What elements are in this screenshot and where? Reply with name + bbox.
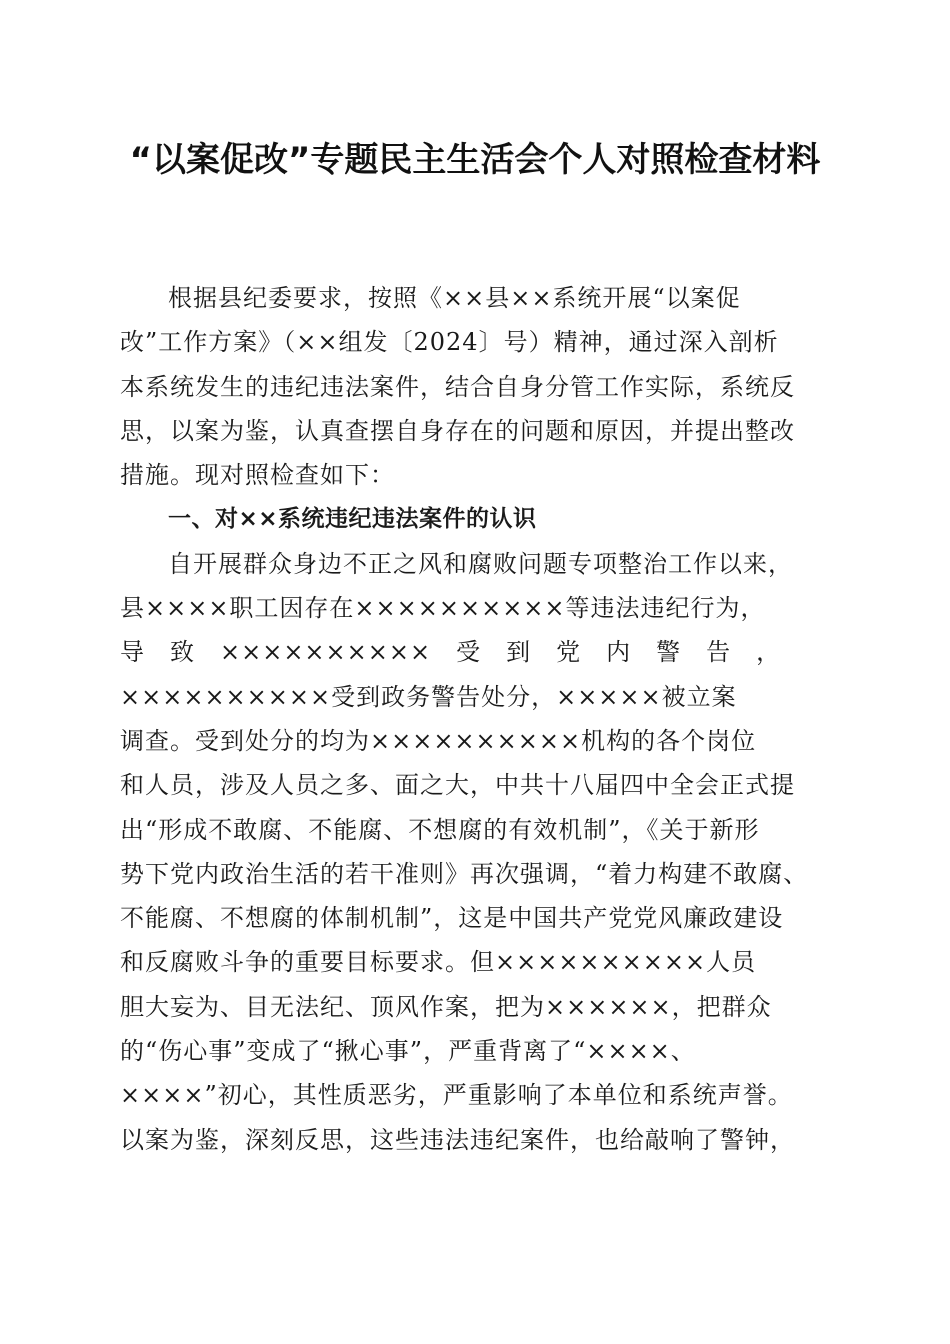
document-title: “以案促改”专题民主生活会个人对照检查材料 — [129, 140, 821, 180]
section-line: 导 致 ×××××××××× 受 到 党 内 警 告 ， — [120, 638, 782, 667]
intro-line: 改”工作方案》（××组发〔2024〕号）精神，通过深入剖析 — [120, 328, 779, 357]
section-line: ××××”初心，其性质恶劣，严重影响了本单位和系统声誉。 — [120, 1081, 793, 1110]
section-line: 和反腐败斗争的重要目标要求。但××××××××××人员 — [120, 948, 757, 977]
section-line: 自开展群众身边不正之风和腐败问题专项整治工作以来， — [168, 549, 793, 578]
section-line: 出“形成不敢腐、不能腐、不想腐的有效机制”，《关于新形 — [120, 815, 760, 844]
section-line: 和人员，涉及人员之多、面之大，中共十八届四中全会正式提 — [120, 771, 795, 800]
section-line: 不能腐、不想腐的体制机制”，这是中国共产党党风廉政建设 — [120, 904, 784, 933]
section-paragraph — [120, 542, 830, 1162]
section-line: 调查。受到处分的均为××××××××××机构的各个岗位 — [120, 726, 757, 755]
intro-line: 思，以案为鉴，认真查摆自身存在的问题和原因，并提出整改 — [120, 416, 795, 445]
section-heading: 一、对××系统违纪违法案件的认识 — [168, 506, 537, 533]
section-line: ××××××××××受到政务警告处分，×××××被立案 — [120, 682, 737, 711]
intro-paragraph — [120, 276, 830, 497]
document-body — [120, 276, 830, 1162]
intro-line: 措施。现对照检查如下： — [120, 461, 395, 490]
intro-line: 根据县纪委要求，按照《××县××系统开展“以案促 — [168, 284, 741, 312]
intro-line: 本系统发生的违纪违法案件，结合自身分管工作实际，系统反 — [120, 372, 795, 401]
section-line: 胆大妄为、目无法纪、顶风作案，把为××××××，把群众 — [120, 992, 772, 1021]
section-line: 以案为鉴，深刻反思，这些违法违纪案件，也给敲响了警钟， — [120, 1125, 795, 1154]
section-line: 的“伤心事”变成了“揪心事”，严重背离了“××××、 — [120, 1037, 696, 1066]
section-line: 势下党内政治生活的若干准则》再次强调，“着力构建不敢腐、 — [120, 859, 809, 888]
section-line: 县××××职工因存在××××××××××等违法违纪行为， — [120, 594, 766, 623]
